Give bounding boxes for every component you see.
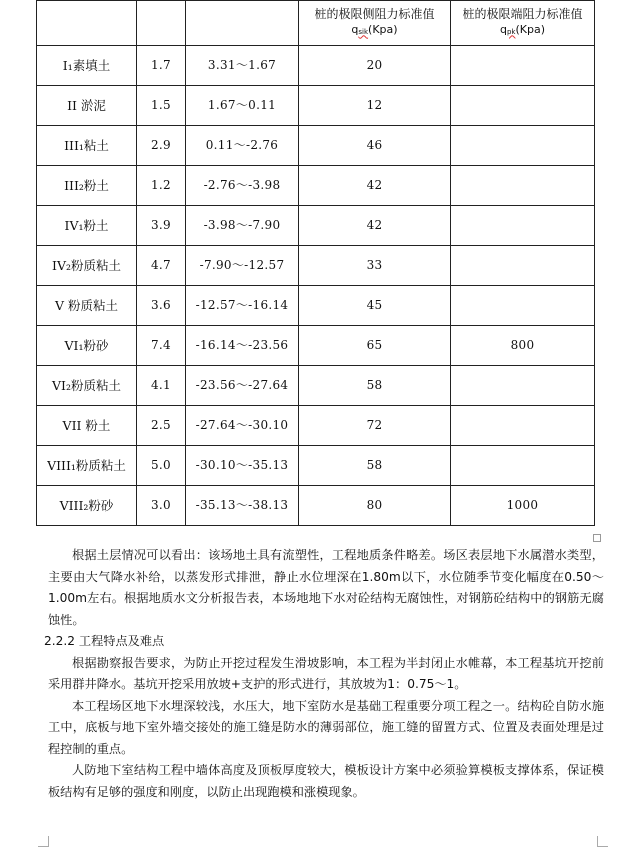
side-resistance-value: 80 — [299, 486, 451, 526]
end-resistance-value — [451, 286, 595, 326]
soil-layer-name: VIII₂粉砂 — [37, 486, 137, 526]
layer-thickness: 3.6 — [137, 286, 186, 326]
layer-thickness: 1.5 — [137, 86, 186, 126]
soil-layer-name: VII 粉土 — [37, 406, 137, 446]
layer-thickness: 7.4 — [137, 326, 186, 366]
side-resistance-value: 65 — [299, 326, 451, 366]
table-row — [37, 326, 595, 366]
end-resistance-value — [451, 126, 595, 166]
side-resistance-value: 45 — [299, 286, 451, 326]
qsik-header-title: 桩的极限侧阻力标准值 — [314, 6, 435, 21]
paragraph-excavation: 根据勘察报告要求，为防止开挖过程发生滑坡影响，本工程为半封闭止水帷幕，本工程基坑开挖前采用群井降水。基坑开挖采用放坡+支护的形式进行，其放坡为1：0.75～1。 — [48, 655, 604, 691]
soil-layer-name: IV₁粉土 — [37, 206, 137, 246]
table-row — [37, 206, 595, 246]
layer-elevation: -3.98～-7.90 — [186, 206, 299, 246]
soil-layer-name: VI₂粉质粘土 — [37, 366, 137, 406]
table-row — [37, 246, 595, 286]
layer-elevation: 1.67～0.11 — [186, 86, 299, 126]
layer-elevation: -2.76～-3.98 — [186, 166, 299, 206]
table-row — [37, 366, 595, 406]
soil-layer-name: VIII₁粉质粘土 — [37, 446, 137, 486]
layer-elevation: -12.57～-16.14 — [186, 286, 299, 326]
layer-thickness: 4.1 — [137, 366, 186, 406]
table-row — [37, 86, 595, 126]
qpk-header-symbol: qpk(Kpa) — [499, 22, 545, 36]
header-cell-thickness — [137, 1, 186, 46]
soil-layer-name: IV₂粉质粘土 — [37, 246, 137, 286]
side-resistance-value: 20 — [299, 46, 451, 86]
layer-thickness: 1.7 — [137, 46, 186, 86]
side-resistance-value: 42 — [299, 166, 451, 206]
end-resistance-value — [451, 86, 595, 126]
end-resistance-value: 1000 — [451, 486, 595, 526]
table-row — [37, 126, 595, 166]
side-resistance-value: 72 — [299, 406, 451, 446]
section-heading: 2.2.2 工程特点及难点 — [44, 634, 165, 648]
header-cell-qpk — [451, 1, 595, 46]
side-resistance-value: 33 — [299, 246, 451, 286]
body-text — [44, 545, 604, 803]
layer-thickness: 2.5 — [137, 406, 186, 446]
table-row — [37, 446, 595, 486]
layer-elevation: -23.56～-27.64 — [186, 366, 299, 406]
table-row — [37, 166, 595, 206]
header-cell-name — [37, 1, 137, 46]
layer-elevation: -7.90～-12.57 — [186, 246, 299, 286]
qpk-header-title: 桩的极限端阻力标准值 — [462, 6, 583, 21]
qsik-header-symbol: qsik(Kpa) — [351, 22, 398, 36]
side-resistance-value: 46 — [299, 126, 451, 166]
side-resistance-value: 58 — [299, 366, 451, 406]
soil-layer-name: III₂粉土 — [37, 166, 137, 206]
table-row — [37, 406, 595, 446]
soil-layer-table — [36, 0, 595, 526]
paragraph-waterproofing: 本工程场区地下水埋深较浅，水压大，地下室防水是基础工程重要分项工程之一。结构砼自防水施工中，底板与地下室外墙交接处的施工缝是防水的薄弱部位，施工缝的留置方式、位置及表面处理是过程控制的重点。 — [48, 698, 604, 756]
table-row — [37, 286, 595, 326]
layer-elevation: 3.31～1.67 — [186, 46, 299, 86]
soil-layer-name: I₁素填土 — [37, 46, 137, 86]
soil-layer-name: II 淤泥 — [37, 86, 137, 126]
table-row — [37, 486, 595, 526]
layer-elevation: -30.10～-35.13 — [186, 446, 299, 486]
layer-elevation: -27.64～-30.10 — [186, 406, 299, 446]
paragraph-groundwater: 根据土层情况可以看出：该场地土具有流塑性，工程地质条件略差。场区表层地下水属潜水类型，主要由大气降水补给，以蒸发形式排泄，静止水位埋深在1.80m以下，水位随季节变化幅度在0.50～1.00m左右。根据地质水文分析报告表，本场地地下水对砼结构无腐蚀性，对钢筋砼结构中的钢筋无腐蚀性。 — [48, 548, 604, 627]
side-resistance-value: 12 — [299, 86, 451, 126]
end-resistance-value — [451, 406, 595, 446]
header-cell-qsik — [299, 1, 451, 46]
end-resistance-value — [451, 246, 595, 286]
soil-layer-name: V 粉质粘土 — [37, 286, 137, 326]
header-cell-elevation — [186, 1, 299, 46]
end-resistance-value — [451, 206, 595, 246]
end-resistance-value — [451, 46, 595, 86]
paragraph-formwork: 人防地下室结构工程中墙体高度及顶板厚度较大，模板设计方案中必须验算模板支撑体系，保证模板结构有足够的强度和刚度，以防止出现跑模和涨模现象。 — [48, 763, 604, 799]
table-end-mark — [593, 534, 601, 542]
table-row — [37, 46, 595, 86]
soil-layer-name: VI₁粉砂 — [37, 326, 137, 366]
layer-elevation: -35.13～-38.13 — [186, 486, 299, 526]
margin-corner-left — [38, 836, 49, 847]
layer-elevation: 0.11～-2.76 — [186, 126, 299, 166]
layer-thickness: 3.0 — [137, 486, 186, 526]
end-resistance-value — [451, 446, 595, 486]
end-resistance-value: 800 — [451, 326, 595, 366]
end-resistance-value — [451, 366, 595, 406]
layer-thickness: 2.9 — [137, 126, 186, 166]
layer-thickness: 3.9 — [137, 206, 186, 246]
layer-thickness: 5.0 — [137, 446, 186, 486]
layer-thickness: 1.2 — [137, 166, 186, 206]
table-header-row — [37, 1, 595, 46]
side-resistance-value: 58 — [299, 446, 451, 486]
side-resistance-value: 42 — [299, 206, 451, 246]
margin-corner-right — [597, 836, 608, 847]
soil-layer-name: III₁粘土 — [37, 126, 137, 166]
layer-elevation: -16.14～-23.56 — [186, 326, 299, 366]
layer-thickness: 4.7 — [137, 246, 186, 286]
end-resistance-value — [451, 166, 595, 206]
